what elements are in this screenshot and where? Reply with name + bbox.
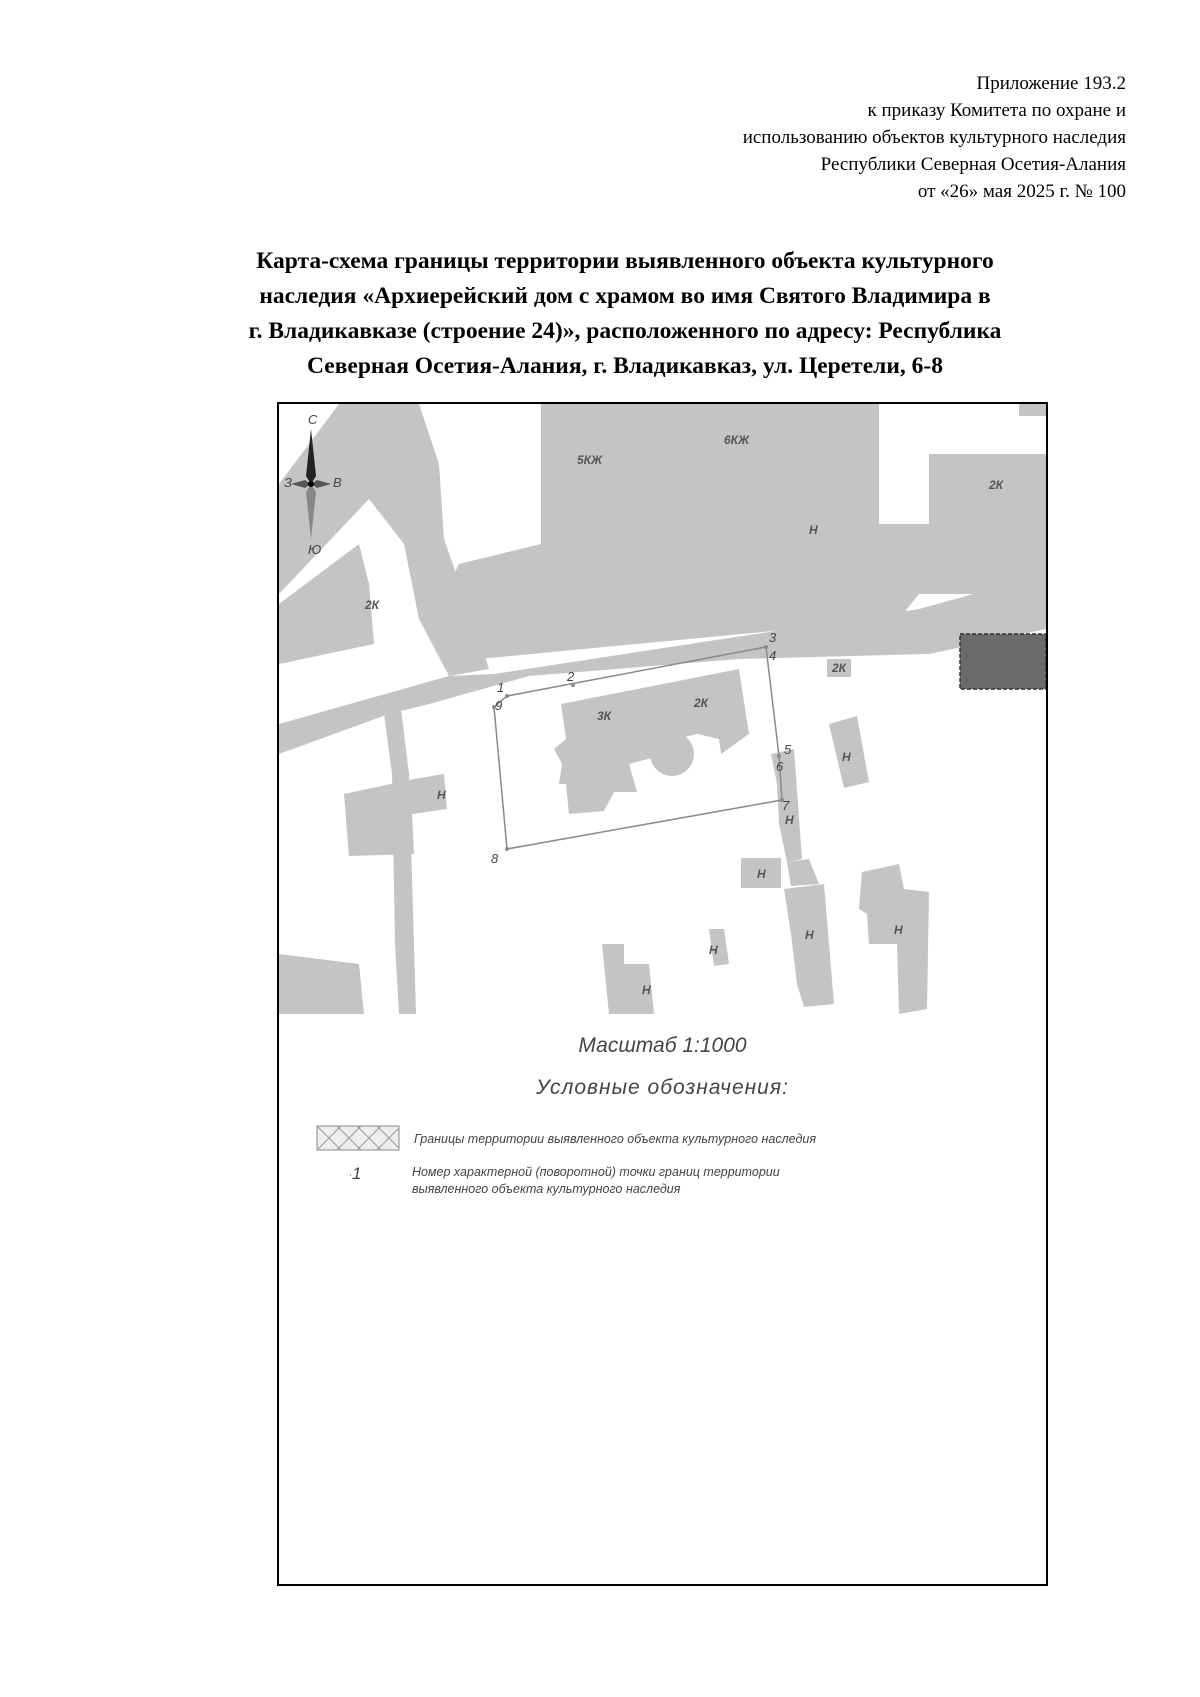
- label-h-s1: Н: [709, 943, 718, 957]
- label-2k-small: 2К: [832, 661, 847, 675]
- point-8: 8: [491, 851, 499, 866]
- point-4: 4: [769, 648, 777, 663]
- dark-building: [960, 634, 1046, 689]
- header-line-3: использованию объектов культурного наследия: [742, 127, 1126, 148]
- header-line-4: Республики Северная Осетия-Алания: [820, 154, 1126, 175]
- header-line-2: к приказу Комитета по охране и: [867, 100, 1126, 121]
- title-line-3: г. Владикавказе (строение 24)», расположенного по адресу: Республика: [248, 318, 1002, 344]
- label-h-w: Н: [437, 788, 446, 802]
- document-title: [150, 244, 1100, 384]
- label-6kzh: 6КЖ: [724, 433, 750, 447]
- compass-n: С: [308, 412, 318, 427]
- point-5: 5: [784, 742, 792, 757]
- compass-s: Ю: [308, 542, 322, 557]
- boundary-legend-icon: [317, 1126, 399, 1150]
- label-h-s2: Н: [642, 983, 651, 997]
- title-line-2: наследия «Архиерейский дом с храмом во имя Святого Владимира в: [259, 283, 991, 309]
- label-2k-main: 2К: [694, 696, 709, 710]
- label-2k-w: 2К: [365, 598, 380, 612]
- label-h-e3: Н: [757, 867, 766, 881]
- legend-point-symbol: ·1: [349, 1164, 362, 1183]
- point-9: 9: [495, 698, 503, 713]
- title-line-1: Карта-схема границы территории выявленного объекта культурного: [256, 248, 994, 274]
- label-2k-ne: 2К: [989, 478, 1004, 492]
- header-line-5: от «26» мая 2025 г. № 100: [917, 181, 1126, 202]
- label-h-e5: Н: [894, 923, 903, 937]
- legend-point-text-line1: Номер характерной (поворотной) точки границ территории: [412, 1165, 780, 1179]
- label-h-top: Н: [809, 523, 818, 537]
- point-2: 2: [567, 669, 575, 684]
- label-h-e2: Н: [785, 813, 794, 827]
- title-line-4: Северная Осетия-Алания, г. Владикавказ, ул. Церетели, 6-8: [307, 353, 943, 379]
- label-h-e4: Н: [805, 928, 814, 942]
- legend-boundary-text: Границы территории выявленного объекта культурного наследия: [414, 1132, 817, 1146]
- label-h-e1: Н: [842, 750, 851, 764]
- map-frame: [277, 402, 1048, 1586]
- legend-point-text: [412, 1164, 780, 1198]
- legend-point-number: 1: [352, 1164, 362, 1183]
- map-scale: Масштаб 1:1000: [578, 1034, 747, 1057]
- compass-e: В: [333, 475, 342, 490]
- appendix-header: [743, 70, 1126, 205]
- temple-complex: [554, 669, 749, 814]
- site-map: [279, 404, 1046, 1584]
- header-line-1: Приложение 193.2: [976, 73, 1126, 94]
- legend-point-text-line2: выявленного объекта культурного наследия: [412, 1182, 681, 1196]
- point-1: 1: [497, 680, 505, 695]
- point-7: 7: [782, 798, 790, 813]
- label-5kzh: 5КЖ: [577, 453, 603, 467]
- compass-w: З: [284, 475, 292, 490]
- point-3: 3: [769, 630, 777, 645]
- legend-title: Условные обозначения:: [536, 1076, 789, 1099]
- point-6: 6: [776, 759, 784, 774]
- label-3k: 3К: [597, 709, 612, 723]
